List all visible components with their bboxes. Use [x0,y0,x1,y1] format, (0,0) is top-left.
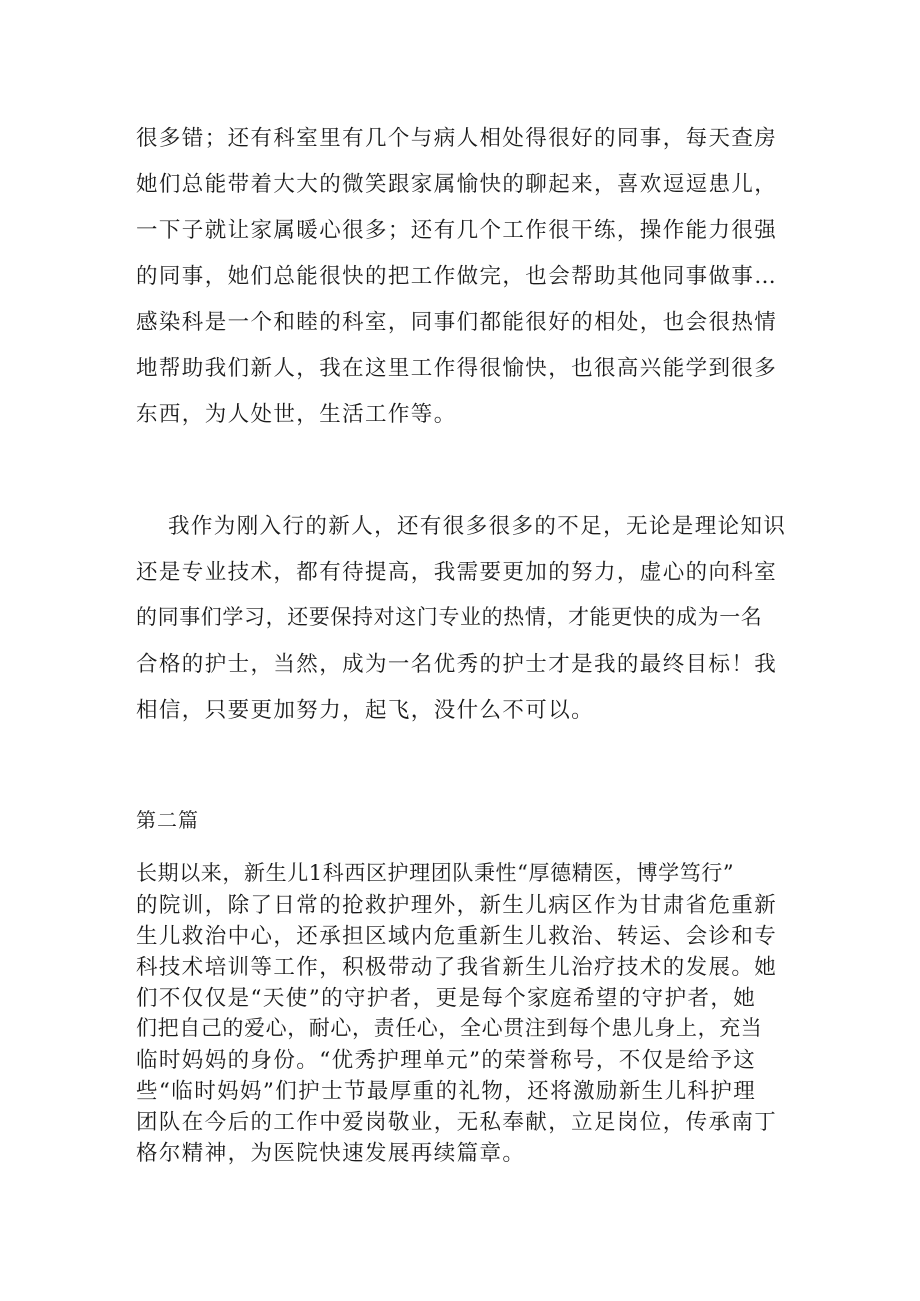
paragraph-line: 东西，为人处世，生活工作等。 [136,402,457,427]
paragraph-line: 些“临时妈妈”们护士节最厚重的礼物，还将激励新生儿科护理 [136,1079,757,1104]
paragraph-line: 临时妈妈的身份。“优秀护理单元”的荣誉称号，不仅是给予这 [136,1048,757,1073]
paragraph-line: 们把自己的爱心，耐心，责任心，全心贯注到每个患儿身上，充当 [136,1016,763,1040]
paragraph-line: 感染科是一个和睦的科室，同事们都能很好的相处，也会很热情 [136,310,778,335]
paragraph-line: 一下子就让家属暖心很多；还有几个工作很干练，操作能力很强 [136,218,778,243]
paragraph-line: 的同事们学习，还要保持对这门专业的热情，才能更快的成为一名 [136,605,763,629]
paragraph-line: 团队在今后的工作中爱岗敬业，无私奉献，立足岗位，传承南丁 [136,1110,778,1135]
paragraph-line: 还是专业技术，都有待提高，我需要更加的努力，虚心的向科室 [136,560,778,585]
paragraph-line: 的同事，她们总能很快的把工作做完，也会帮助其他同事做事… [136,264,778,289]
paragraph-line: 们不仅仅是“天使”的守护者，更是每个家庭希望的守护者，她 [136,986,757,1011]
paragraph-line: 生儿救治中心，还承担区域内危重新生儿救治、转运、会诊和专 [136,924,778,949]
paragraph-line: 地帮助我们新人，我在这里工作得很愉快，也很高兴能学到很多 [136,356,778,381]
paragraph-line: 合格的护士，当然，成为一名优秀的护士才是我的最终目标！我 [136,652,778,677]
paragraph-line: 科技术培训等工作，积极带动了我省新生儿治疗技术的发展。她 [136,955,778,980]
paragraph-line: 我作为刚入行的新人，还有很多很多的不足，无论是理论知识 [168,514,787,539]
paragraph-line: 相信，只要更加努力，起飞，没什么不可以。 [136,698,595,723]
paragraph-line: 格尔精神，为医院快速发展再续篇章。 [136,1141,526,1166]
paragraph-line: 她们总能带着大大的微笑跟家属愉快的聊起来，喜欢逗逗患儿， [136,172,778,197]
paragraph-line: 很多错；还有科室里有几个与病人相处得很好的同事，每天查房 [136,126,778,151]
paragraph-line: 长期以来，新生儿1科西区护理团队秉性“厚德精医，博学笃行” [136,861,735,885]
section-heading: 第二篇 [136,808,199,832]
paragraph-line: 的院训，除了日常的抢救护理外，新生儿病区作为甘肃省危重新 [136,893,778,918]
